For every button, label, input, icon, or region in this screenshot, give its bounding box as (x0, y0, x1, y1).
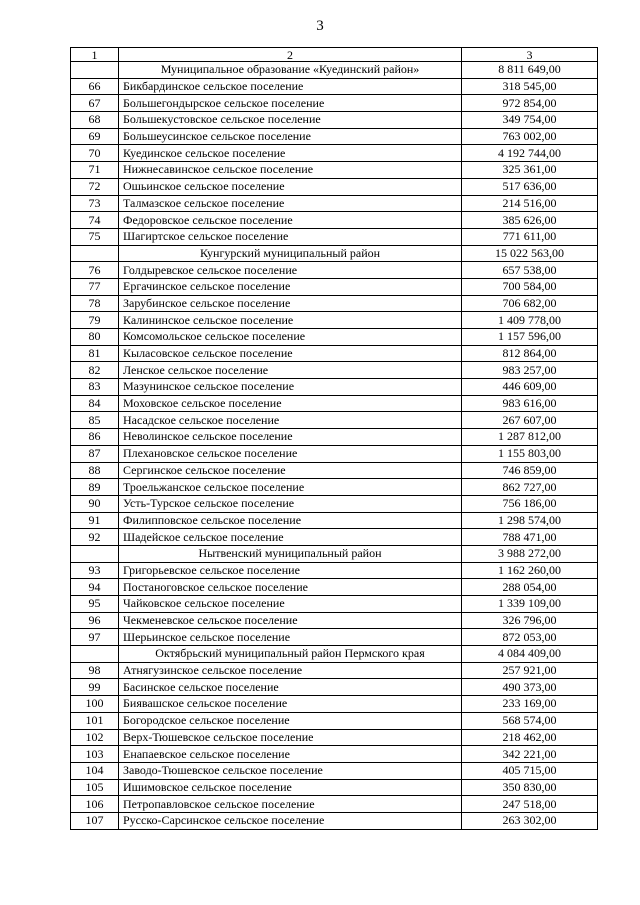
settlement-amount: 1 409 778,00 (462, 312, 598, 329)
row-number: 69 (71, 128, 119, 145)
table-row (71, 712, 598, 729)
group-spacer-cell (71, 646, 119, 663)
table-row (71, 629, 598, 646)
group-spacer-cell (71, 545, 119, 562)
table-row (71, 329, 598, 346)
table-row (71, 178, 598, 195)
row-number: 84 (71, 395, 119, 412)
settlement-amount: 1 157 596,00 (462, 329, 598, 346)
group-name: Октябрьский муниципальный район Пермского края (119, 646, 462, 663)
row-number: 87 (71, 445, 119, 462)
settlement-name: Богородское сельское поселение (119, 712, 462, 729)
settlement-name: Талмазское сельское поселение (119, 195, 462, 212)
settlement-name: Моховское сельское поселение (119, 395, 462, 412)
table-row (71, 112, 598, 129)
settlement-amount: 318 545,00 (462, 78, 598, 95)
table-row (71, 812, 598, 829)
row-number: 83 (71, 379, 119, 396)
row-number: 82 (71, 362, 119, 379)
budget-table-body (71, 48, 598, 830)
settlement-name: Куединское сельское поселение (119, 145, 462, 162)
row-number: 102 (71, 729, 119, 746)
settlement-amount: 657 538,00 (462, 262, 598, 279)
settlement-name: Верх-Тюшевское сельское поселение (119, 729, 462, 746)
settlement-amount: 326 796,00 (462, 612, 598, 629)
settlement-name: Бикбардинское сельское поселение (119, 78, 462, 95)
settlement-name: Чекменевское сельское поселение (119, 612, 462, 629)
settlement-name: Большеусинское сельское поселение (119, 128, 462, 145)
settlement-amount: 972 854,00 (462, 95, 598, 112)
page-number: 3 (316, 18, 324, 34)
row-number: 72 (71, 178, 119, 195)
table-row (71, 779, 598, 796)
table-row (71, 162, 598, 179)
settlement-amount: 812 864,00 (462, 345, 598, 362)
table-row (71, 228, 598, 245)
table-row (71, 78, 598, 95)
settlement-amount: 267 607,00 (462, 412, 598, 429)
settlement-name: Заводо-Тюшевское сельское поселение (119, 762, 462, 779)
settlement-name: Шагиртское сельское поселение (119, 228, 462, 245)
group-spacer-cell (71, 62, 119, 79)
table-row (71, 212, 598, 229)
row-number: 94 (71, 579, 119, 596)
row-number: 104 (71, 762, 119, 779)
settlement-name: Атнягузинское сельское поселение (119, 662, 462, 679)
group-amount: 8 811 649,00 (462, 62, 598, 79)
settlement-name: Шерьинское сельское поселение (119, 629, 462, 646)
table-row (71, 512, 598, 529)
settlement-name: Русско-Сарсинское сельское поселение (119, 812, 462, 829)
settlement-name: Плехановское сельское поселение (119, 445, 462, 462)
settlement-amount: 350 830,00 (462, 779, 598, 796)
settlement-amount: 517 636,00 (462, 178, 598, 195)
settlement-amount: 214 516,00 (462, 195, 598, 212)
table-row (71, 295, 598, 312)
group-amount: 15 022 563,00 (462, 245, 598, 262)
row-number: 93 (71, 562, 119, 579)
settlement-amount: 1 155 803,00 (462, 445, 598, 462)
settlement-amount: 568 574,00 (462, 712, 598, 729)
settlement-name: Биявашское сельское поселение (119, 696, 462, 713)
table-row (71, 362, 598, 379)
settlement-name: Неволинское сельское поселение (119, 429, 462, 446)
settlement-name: Шадейское сельское поселение (119, 529, 462, 546)
row-number: 78 (71, 295, 119, 312)
row-number: 100 (71, 696, 119, 713)
settlement-amount: 263 302,00 (462, 812, 598, 829)
row-number: 90 (71, 495, 119, 512)
settlement-name: Голдыревское сельское поселение (119, 262, 462, 279)
settlement-amount: 288 054,00 (462, 579, 598, 596)
row-number: 98 (71, 662, 119, 679)
settlement-name: Григорьевское сельское поселение (119, 562, 462, 579)
settlement-name: Федоровское сельское поселение (119, 212, 462, 229)
settlement-amount: 746 859,00 (462, 462, 598, 479)
settlement-amount: 349 754,00 (462, 112, 598, 129)
settlement-name: Большекустовское сельское поселение (119, 112, 462, 129)
table-row (71, 729, 598, 746)
row-number: 101 (71, 712, 119, 729)
settlement-amount: 983 616,00 (462, 395, 598, 412)
settlement-amount: 1 339 109,00 (462, 596, 598, 613)
table-row (71, 412, 598, 429)
row-number: 67 (71, 95, 119, 112)
settlement-name: Мазунинское сельское поселение (119, 379, 462, 396)
table-row (71, 612, 598, 629)
row-number: 106 (71, 796, 119, 813)
row-number: 97 (71, 629, 119, 646)
budget-table (70, 47, 598, 830)
table-row (71, 379, 598, 396)
table-row (71, 429, 598, 446)
table-row (71, 596, 598, 613)
settlement-amount: 490 373,00 (462, 679, 598, 696)
header-col-2: 2 (119, 48, 462, 62)
settlement-amount: 405 715,00 (462, 762, 598, 779)
table-row (71, 696, 598, 713)
settlement-name: Нижнесавинское сельское поселение (119, 162, 462, 179)
settlement-name: Зарубинское сельское поселение (119, 295, 462, 312)
table-row (71, 145, 598, 162)
row-number: 85 (71, 412, 119, 429)
settlement-amount: 763 002,00 (462, 128, 598, 145)
settlement-name: Филипповское сельское поселение (119, 512, 462, 529)
table-row (71, 479, 598, 496)
table-row (71, 278, 598, 295)
row-number: 91 (71, 512, 119, 529)
row-number: 79 (71, 312, 119, 329)
group-amount: 4 084 409,00 (462, 646, 598, 663)
settlement-amount: 771 611,00 (462, 228, 598, 245)
header-col-1: 1 (71, 48, 119, 62)
row-number: 76 (71, 262, 119, 279)
settlement-amount: 257 921,00 (462, 662, 598, 679)
settlement-amount: 1 298 574,00 (462, 512, 598, 529)
settlement-amount: 233 169,00 (462, 696, 598, 713)
settlement-amount: 756 186,00 (462, 495, 598, 512)
table-row (71, 195, 598, 212)
header-col-3: 3 (462, 48, 598, 62)
table-row (71, 662, 598, 679)
group-amount: 3 988 272,00 (462, 545, 598, 562)
table-row (71, 562, 598, 579)
table-row (71, 445, 598, 462)
settlement-amount: 446 609,00 (462, 379, 598, 396)
table-row (71, 95, 598, 112)
group-name: Нытвенский муниципальный район (119, 545, 462, 562)
settlement-amount: 862 727,00 (462, 479, 598, 496)
settlement-amount: 4 192 744,00 (462, 145, 598, 162)
group-row (71, 62, 598, 79)
row-number: 74 (71, 212, 119, 229)
settlement-name: Ергачинское сельское поселение (119, 278, 462, 295)
settlement-name: Большегондырское сельское поселение (119, 95, 462, 112)
table-row (71, 128, 598, 145)
table-row (71, 312, 598, 329)
settlement-amount: 218 462,00 (462, 729, 598, 746)
settlement-name: Ишимовское сельское поселение (119, 779, 462, 796)
settlement-name: Постаноговское сельское поселение (119, 579, 462, 596)
settlement-name: Усть-Турское сельское поселение (119, 495, 462, 512)
table-row (71, 262, 598, 279)
table-row (71, 529, 598, 546)
row-number: 107 (71, 812, 119, 829)
settlement-name: Басинское сельское поселение (119, 679, 462, 696)
settlement-amount: 385 626,00 (462, 212, 598, 229)
table-row (71, 462, 598, 479)
table-row (71, 395, 598, 412)
row-number: 99 (71, 679, 119, 696)
settlement-name: Троельжанское сельское поселение (119, 479, 462, 496)
settlement-amount: 1 287 812,00 (462, 429, 598, 446)
row-number: 80 (71, 329, 119, 346)
group-row (71, 646, 598, 663)
settlement-name: Петропавловское сельское поселение (119, 796, 462, 813)
settlement-amount: 1 162 260,00 (462, 562, 598, 579)
settlement-name: Комсомольское сельское поселение (119, 329, 462, 346)
settlement-name: Кыласовское сельское поселение (119, 345, 462, 362)
row-number: 95 (71, 596, 119, 613)
settlement-amount: 983 257,00 (462, 362, 598, 379)
table-row (71, 345, 598, 362)
row-number: 96 (71, 612, 119, 629)
row-number: 81 (71, 345, 119, 362)
row-number: 68 (71, 112, 119, 129)
table-row (71, 579, 598, 596)
settlement-amount: 342 221,00 (462, 746, 598, 763)
group-spacer-cell (71, 245, 119, 262)
settlement-name: Насадское сельское поселение (119, 412, 462, 429)
group-name: Муниципальное образование «Куединский район» (119, 62, 462, 79)
group-row (71, 545, 598, 562)
row-number: 89 (71, 479, 119, 496)
row-number: 77 (71, 278, 119, 295)
row-number: 86 (71, 429, 119, 446)
row-number: 66 (71, 78, 119, 95)
row-number: 105 (71, 779, 119, 796)
settlement-amount: 247 518,00 (462, 796, 598, 813)
settlement-name: Сергинское сельское поселение (119, 462, 462, 479)
table-row (71, 762, 598, 779)
settlement-name: Ленское сельское поселение (119, 362, 462, 379)
settlement-amount: 325 361,00 (462, 162, 598, 179)
row-number: 88 (71, 462, 119, 479)
settlement-name: Ошьинское сельское поселение (119, 178, 462, 195)
settlement-name: Калининское сельское поселение (119, 312, 462, 329)
settlement-name: Чайковское сельское поселение (119, 596, 462, 613)
settlement-amount: 706 682,00 (462, 295, 598, 312)
table-row (71, 746, 598, 763)
settlement-amount: 788 471,00 (462, 529, 598, 546)
row-number: 73 (71, 195, 119, 212)
settlement-amount: 700 584,00 (462, 278, 598, 295)
settlement-name: Енапаевское сельское поселение (119, 746, 462, 763)
group-row (71, 245, 598, 262)
table-row (71, 495, 598, 512)
row-number: 70 (71, 145, 119, 162)
table-row (71, 796, 598, 813)
settlement-amount: 872 053,00 (462, 629, 598, 646)
table-row (71, 679, 598, 696)
group-name: Кунгурский муниципальный район (119, 245, 462, 262)
table-header-row (71, 48, 598, 62)
row-number: 75 (71, 228, 119, 245)
row-number: 71 (71, 162, 119, 179)
row-number: 92 (71, 529, 119, 546)
row-number: 103 (71, 746, 119, 763)
